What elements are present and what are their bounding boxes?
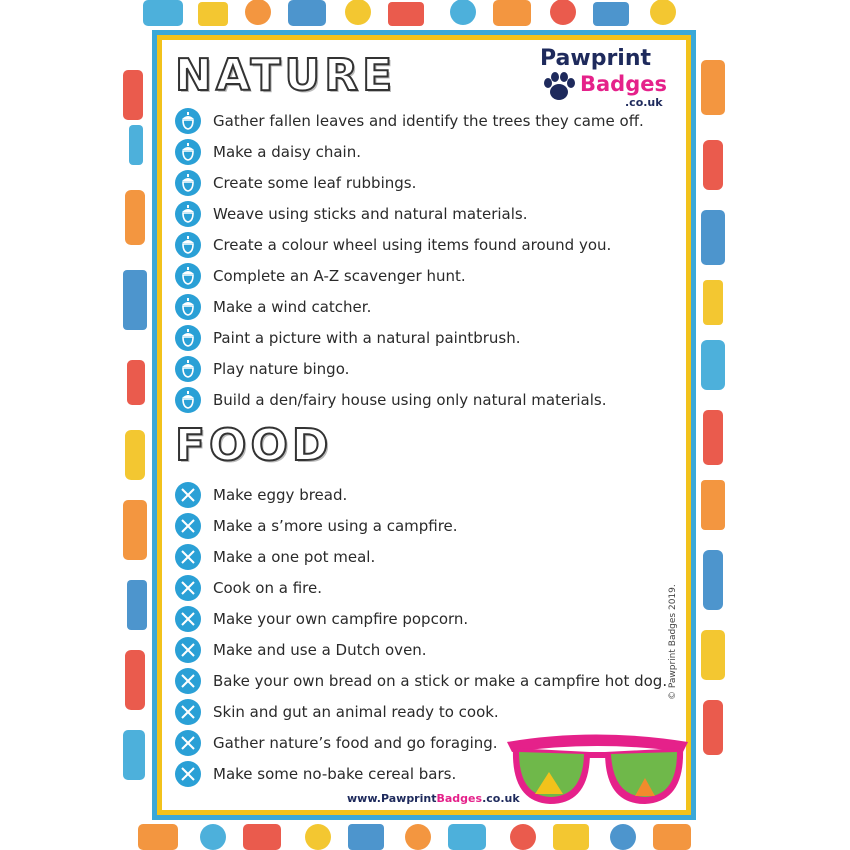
list-item — [175, 665, 667, 696]
list-item — [175, 167, 644, 198]
list-item-text: Make a s’more using a campfire. — [213, 516, 458, 535]
list-item-text: Make eggy bread. — [213, 485, 348, 504]
cutlery-icon — [175, 544, 201, 570]
list-item-text: Make some no-bake cereal bars. — [213, 764, 457, 783]
acorn-icon — [175, 356, 201, 382]
cutlery-icon — [175, 699, 201, 725]
acorn-icon — [175, 139, 201, 165]
list-item — [175, 229, 644, 260]
list-item-text: Play nature bingo. — [213, 359, 350, 378]
pawprint-badges-logo — [540, 46, 675, 108]
acorn-icon — [175, 201, 201, 227]
list-item — [175, 479, 667, 510]
acorn-icon — [175, 232, 201, 258]
acorn-icon — [175, 170, 201, 196]
list-item — [175, 291, 644, 322]
list-item-text: Cook on a fire. — [213, 578, 322, 597]
list-item-text: Build a den/fairy house using only natural materials. — [213, 390, 607, 409]
sunglasses-illustration — [505, 722, 690, 812]
list-item — [175, 384, 644, 415]
list-item — [175, 634, 667, 665]
footer-url-pink: Badges — [436, 792, 483, 805]
list-item-text: Create a colour wheel using items found around you. — [213, 235, 612, 254]
logo-line-3: .co.uk — [625, 96, 663, 109]
cutlery-icon — [175, 513, 201, 539]
list-item-text: Make and use a Dutch oven. — [213, 640, 427, 659]
paw-icon — [542, 72, 576, 102]
list-item-text: Complete an A-Z scavenger hunt. — [213, 266, 466, 285]
list-item-text: Make a daisy chain. — [213, 142, 361, 161]
logo-line-1: Pawprint — [540, 46, 652, 71]
footer-url-suffix: .co.uk — [482, 792, 520, 805]
list-item — [175, 572, 667, 603]
footer-website — [347, 792, 520, 805]
list-item — [175, 136, 644, 167]
acorn-icon — [175, 263, 201, 289]
food-heading: FOOD — [175, 420, 333, 471]
list-item — [175, 353, 644, 384]
list-item-text: Gather nature’s food and go foraging. — [213, 733, 498, 752]
list-item-text: Make your own campfire popcorn. — [213, 609, 469, 628]
list-item — [175, 198, 644, 229]
copyright-text: © Pawprint Badges 2019. — [668, 584, 678, 700]
cutlery-icon — [175, 575, 201, 601]
list-item — [175, 322, 644, 353]
nature-heading: NATURE — [175, 50, 397, 101]
acorn-icon — [175, 325, 201, 351]
acorn-icon — [175, 108, 201, 134]
cutlery-icon — [175, 761, 201, 787]
list-item-text: Create some leaf rubbings. — [213, 173, 417, 192]
list-item — [175, 510, 667, 541]
list-item — [175, 105, 644, 136]
cutlery-icon — [175, 482, 201, 508]
list-item-text: Skin and gut an animal ready to cook. — [213, 702, 499, 721]
list-item-text: Paint a picture with a natural paintbrush. — [213, 328, 521, 347]
list-item — [175, 603, 667, 634]
list-item — [175, 541, 667, 572]
acorn-icon — [175, 387, 201, 413]
list-item-text: Bake your own bread on a stick or make a campfire hot dog. — [213, 671, 668, 690]
acorn-icon — [175, 294, 201, 320]
list-item-text: Gather fallen leaves and identify the trees they came off. — [213, 111, 644, 130]
list-item-text: Weave using sticks and natural materials. — [213, 204, 528, 223]
cutlery-icon — [175, 637, 201, 663]
list-item-text: Make a one pot meal. — [213, 547, 376, 566]
footer-url-prefix: www.Pawprint — [347, 792, 437, 805]
nature-list — [175, 105, 644, 415]
list-item-text: Make a wind catcher. — [213, 297, 372, 316]
cutlery-icon — [175, 668, 201, 694]
cutlery-icon — [175, 730, 201, 756]
cutlery-icon — [175, 606, 201, 632]
logo-line-2: Badges — [580, 72, 667, 96]
list-item — [175, 260, 644, 291]
